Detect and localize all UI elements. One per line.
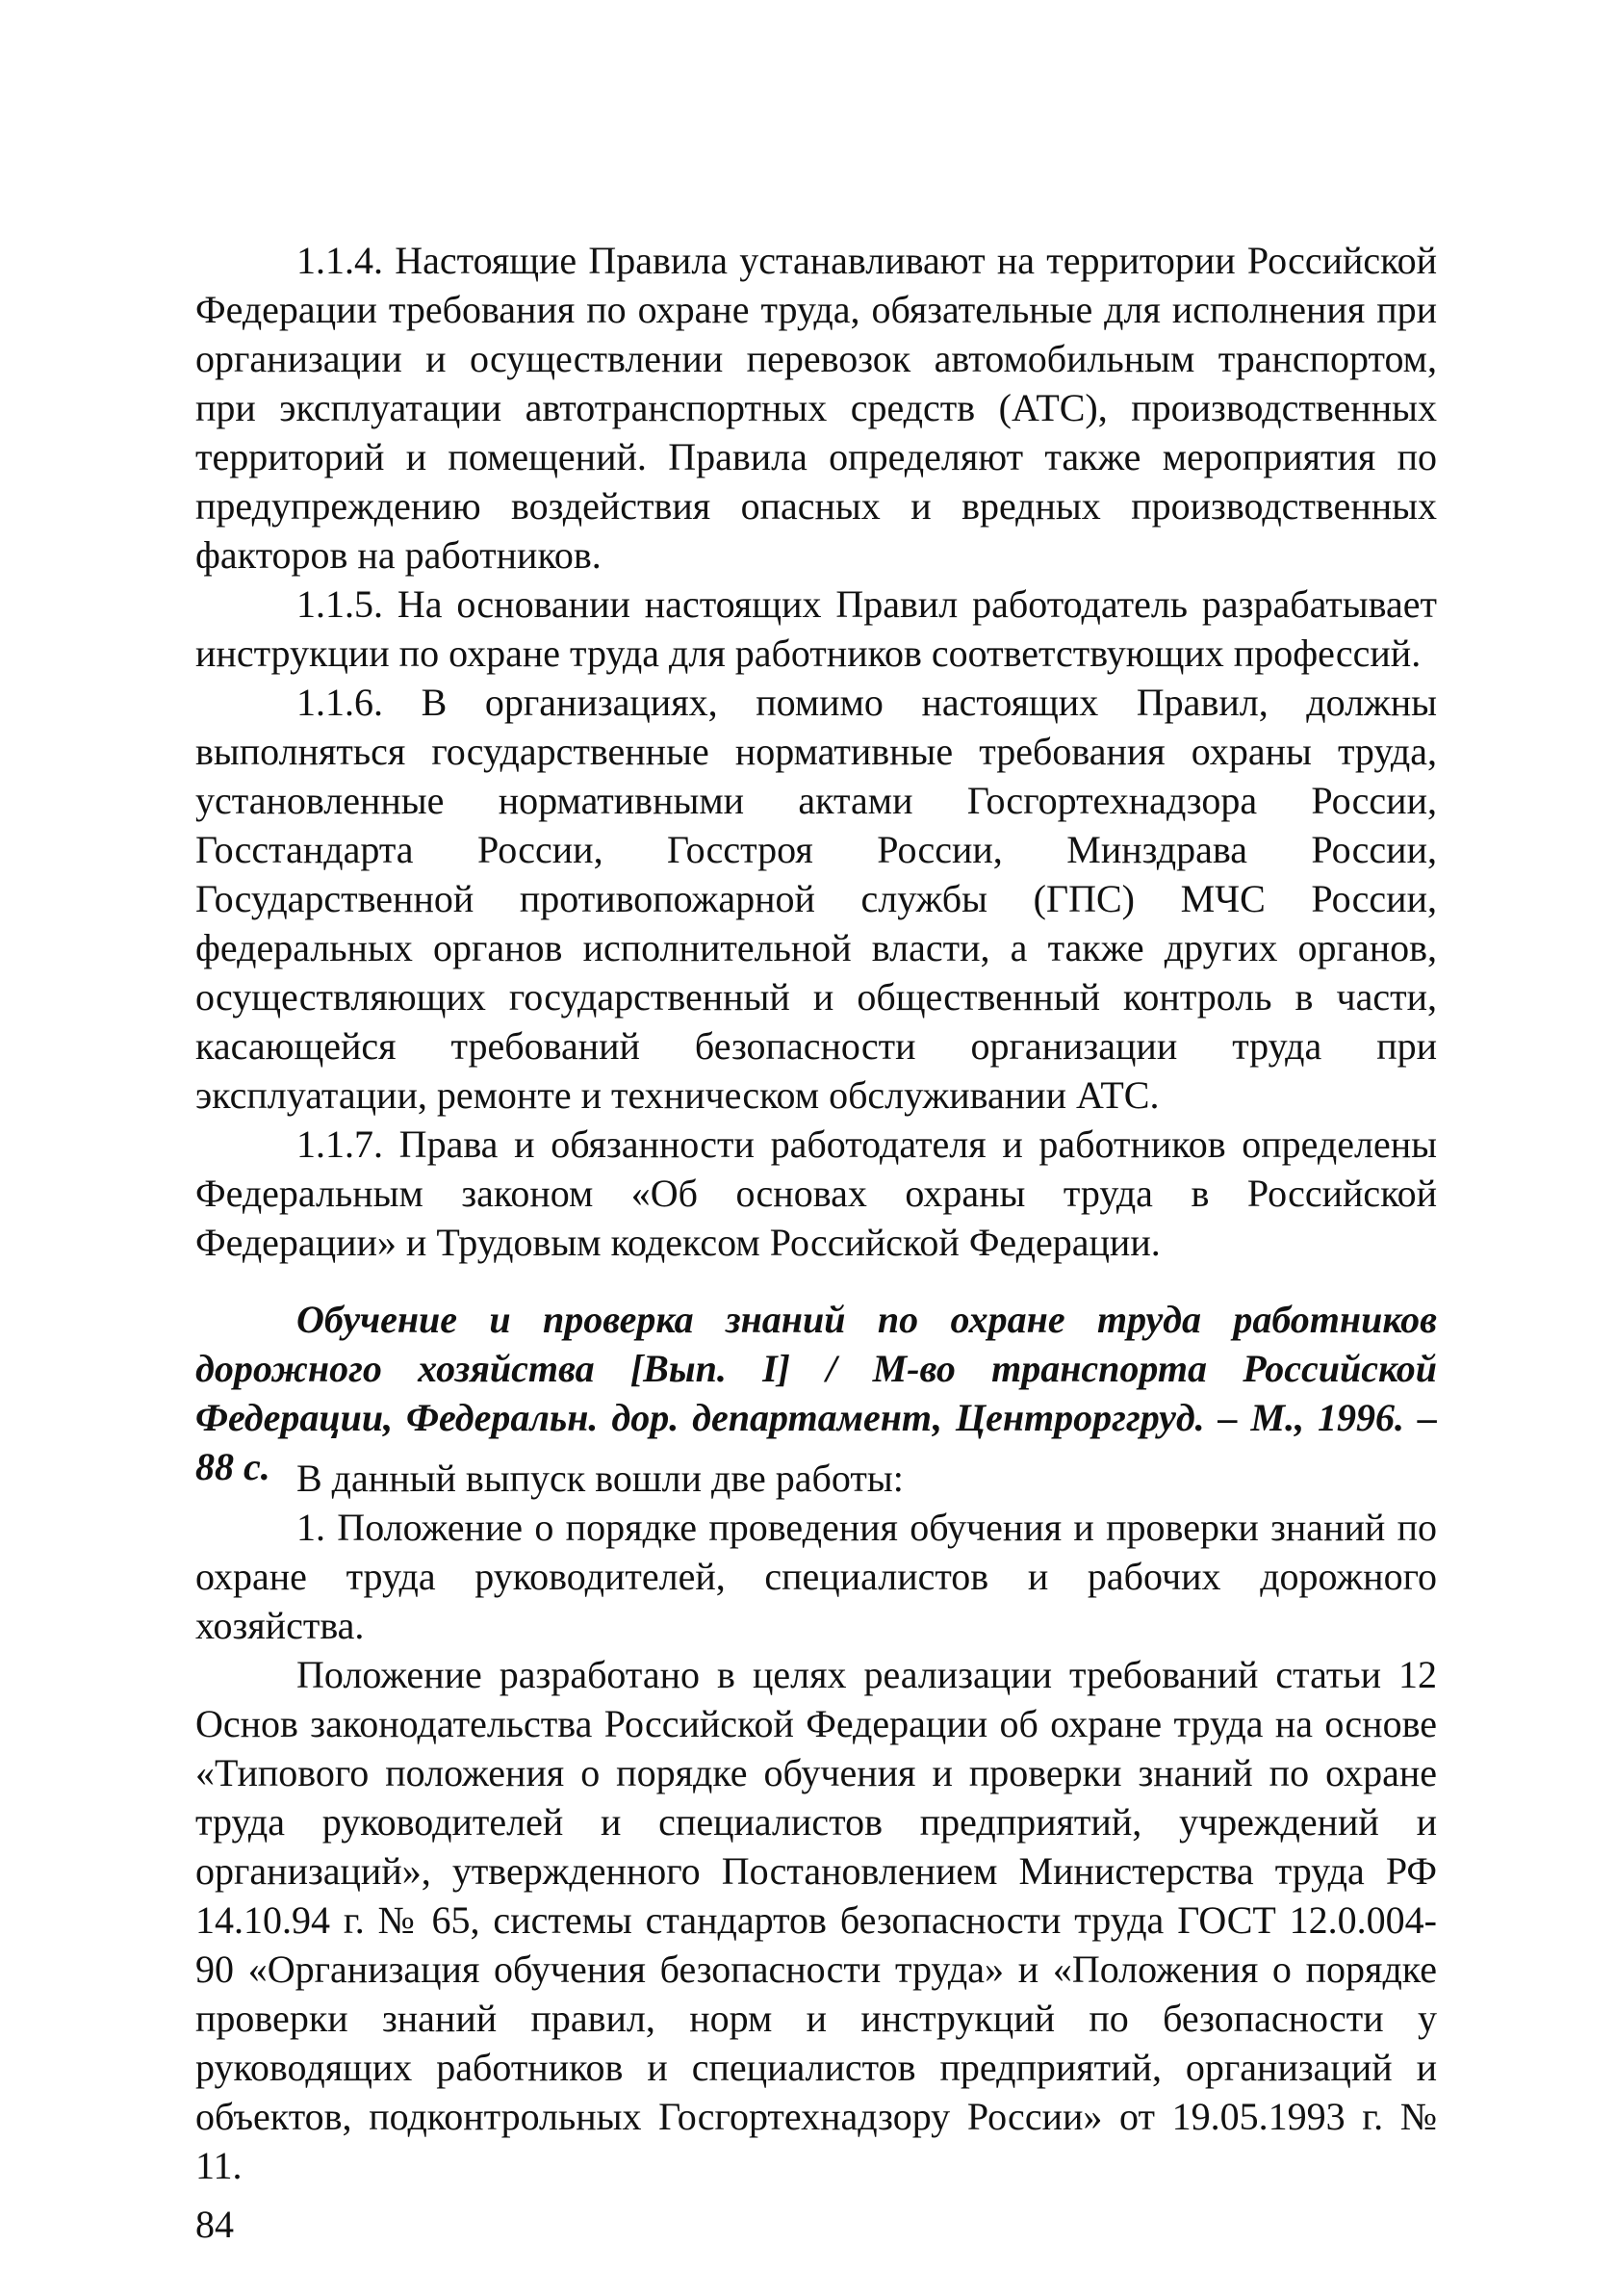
page-number: 84 xyxy=(195,2203,234,2246)
paragraph-1-1-6: 1.1.6. В организациях, помимо настоящих Правил, должны выполняться государственные нормативные требования охраны труда, установленные нормативными актами Госгортехнадзора России, Госстандарта России, Госстроя России, Минздрава России, Государственной противопожарной службы (ГПС) МЧС России, федеральных органов исполнительной власти, а также других органов, осуществляющих государственный и общественный контроль в части, касающейся требований безопасности организации труда при эксплуатации, ремонте и техническом обслуживании АТС. xyxy=(195,681,1437,1117)
paragraph-1-1-4: 1.1.4. Настоящие Правила устанавливают на территории Российской Федерации требования по охране труда, обязательные для исполнения при организации и осуществлении перевозок автомобильным транспортом, при эксплуатации автотранспортных средств (АТС), производственных территорий и помещений. Правила определяют также мероприятия по предупреждению воздействия опасных и вредных производственных факторов на работников. xyxy=(195,239,1437,577)
body-section-rules xyxy=(195,236,1437,1267)
paragraph-item-1: 1. Положение о порядке проведения обучения и проверки знаний по охране труда руководителей, специалистов и рабочих дорожного хозяйства. xyxy=(195,1506,1437,1647)
body-section-description xyxy=(195,1454,1437,2190)
paragraph-1-1-5: 1.1.5. На основании настоящих Правил работодатель разрабатывает инструкции по охране труда для работников соответствующих профессий. xyxy=(195,582,1437,675)
bibliographic-entry: Обучение и проверка знаний по охране труда работников дорожного хозяйства [Вып. I] / М-во транспорта Российской Федерации, Федеральн. дор. департамент, Центрорггруд. – М., 1996. – 88 с. xyxy=(195,1298,1437,1488)
paragraph-1-1-7: 1.1.7. Права и обязанности работодателя и работников определены Федеральным законом «Об основах охраны труда в Российской Федерации» и Трудовым кодексом Российской Федерации. xyxy=(195,1122,1437,1264)
paragraph-intro: В данный выпуск вошли две работы: xyxy=(296,1457,904,1500)
paragraph-regulation: Положение разработано в целях реализации требований статьи 12 Основ законодательства Российской Федерации об охране труда на основе «Типового положения о порядке обучения и проверки знаний по охране труда руководителей и специалистов предприятий, учреждений и организаций», утвержденного Постановлением Министерства труда РФ 14.10.94 г. № 65, системы стандартов безопасности труда ГОСТ 12.0.004-90 «Организация обучения безопасности труда» и «Положения о порядке проверки знаний правил, норм и инструкций по безопасности у руководящих работников и специалистов предприятий, организаций и объектов, подконтрольных Госгортехнадзору России» от 19.05.1993 г. № 11. xyxy=(195,1653,1437,2187)
